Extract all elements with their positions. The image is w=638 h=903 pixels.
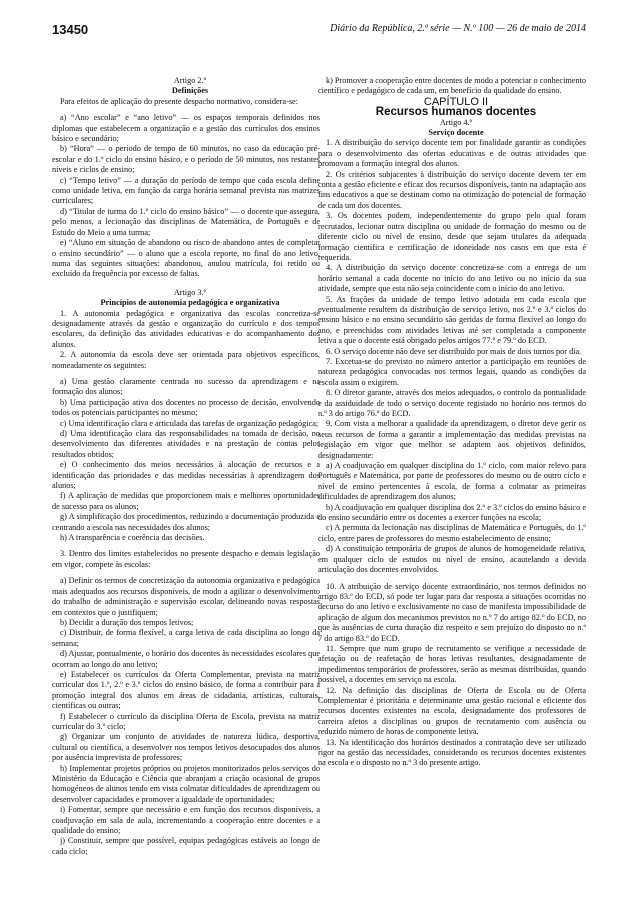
list-item: f) A aplicação de medidas que proporcionem mais e melhores oportunidades de sucesso para os alunos; xyxy=(52,491,320,511)
paragraph: 12. Na definição das disciplinas de Oferta de Escola ou de Oferta Complementar é prioritária e determinante uma gestão racional e eficiente dos recursos docentes existentes na escola, designadamente dos professores de carreira afetos a disciplinas ou grupos de recrutamento com ausência ou reduzido número de horas de componente letiva. xyxy=(318,685,586,737)
article-4-label: Artigo 4.º xyxy=(439,117,473,127)
paragraph: 4. A distribuição do serviço docente concretiza-se com a entrega de um horário semanal a cada docente no início do ano letivo ou no início da sua atividade, sempre que esta não seja coincidente com o início do ano letivo. xyxy=(318,263,586,294)
paragraph: 5. As frações da unidade de tempo letivo adotada em cada escola que eventualmente resultem da distribuição de serviço letivo, nos 2.º e 3.º ciclos do ensino básico e no ensino secundário são geridas de forma flexível ao longo do ano, e preenchidas com atividades letivas até ser completada a componente letiva a que o docente está obrigado pelos artigos 77.º e 79.º do ECD. xyxy=(318,294,586,346)
paragraph: 1. A distribuição do serviço docente tem por finalidade garantir as condições para o desenvolvimento das ofertas educativas e de outras atividades que promovam a formação integral dos alunos. xyxy=(318,138,586,169)
paragraph: 9. Com vista a melhorar a qualidade da aprendizagem, o diretor deve gerir os seus recursos de forma a garantir a implementação das medidas previstas na legislação em vigor que melhor se adaptem aos objetivos definidos, designadamente: xyxy=(318,419,586,460)
list-item: h) Implementar projetos próprios ou projetos monitorizados pelos serviços do Ministério da Educação e Ciência que abranjam a criação ocasional de grupos homogéneos de alunos tendo em vista colmatar dificuldades de aprendizagem ou desenvolver capacidades e promover a igualdade de oportunidades; xyxy=(52,763,320,804)
paragraph: 2. Os critérios subjacentes à distribuição do serviço docente devem ter em conta a gestão eficiente e eficaz dos recursos disponíveis, tanto na adaptação aos fins educativos a que se destinam como na otimização do potencial de formação de cada um dos docentes. xyxy=(318,169,586,210)
list-item: g) A simplificação dos procedimentos, reduzindo a documentação produzida e centrando a escola nas necessidades dos alunos; xyxy=(52,512,320,532)
list-item: d) Ajustar, pontualmente, o horário dos docentes às necessidades escolares que ocorram ao longo do ano letivo; xyxy=(52,649,320,669)
right-column xyxy=(318,76,586,769)
list-item: d) “Titular de turma do 1.º ciclo do ensino básico” — o docente que assegura, pelo menos, a lecionação das disciplinas de Matemática, de Português e de Estudo do Meio a uma turma; xyxy=(52,206,320,237)
list-item: c) A permuta da lecionação nas disciplinas de Matemática e Português, do 1.º ciclo, entre pares de professores do mesmo estabelecimento de ensino; xyxy=(318,523,586,543)
list-item: c) Uma identificação clara e articulada das tarefas de organização pedagógica; xyxy=(60,418,319,428)
paragraph: 7. Excetua-se do previsto no número anterior a participação em reuniões de natureza pedagógica convocadas nos termos legais, quando as condições da escola assim o exigirem. xyxy=(318,356,586,387)
paragraph: 6. O serviço docente não deve ser distribuído por mais de dois turnos por dia. xyxy=(326,346,582,356)
article-4-title: Serviço docente xyxy=(428,128,484,138)
article-3-label: Artigo 3.º xyxy=(173,287,207,297)
list-item: d) Uma identificação clara das responsabilidades na tomada de decisão, no desenvolvimento das diferentes atividades e na prestação de contas pelos resultados obtidos; xyxy=(52,429,320,459)
list-item: f) Estabelecer o currículo da disciplina Oferta de Escola, prevista na matriz curricular do 3.º ciclo; xyxy=(52,711,320,731)
running-title: Diário da República, 2.ª série — N.º 100 — 26 de maio de 2014 xyxy=(330,23,586,34)
list-item: k) Promover a cooperação entre docentes de modo a potenciar o conhecimento científico e pedagógico de cada um, em benefício da qualidade do ensino. xyxy=(318,76,586,96)
list-item: c) Distribuir, de forma flexível, a carga letiva de cada disciplina ao longo da semana; xyxy=(52,628,320,648)
page-header xyxy=(52,22,586,40)
list-item: a) “Ano escolar” e “ano letivo” — os espaços temporais definidos nos diplomas que estabelecem a organização e a gestão dos currículos dos ensinos básico e secundário; xyxy=(52,113,320,144)
list-item: h) A transparência e coerência das decisões. xyxy=(60,533,205,543)
paragraph: 11. Sempre que num grupo de recrutamento se verifique a necessidade de afetação ou de reafetação de horas letivas resultantes, designadamente de impedimentos temporários de professores, serão as mesmas distribuídas, quando possível, a docentes em serviço na escola. xyxy=(318,643,586,685)
chapter-label: CAPÍTULO II xyxy=(423,95,489,108)
list-item: e) O conhecimento dos meios necessários à alocação de recursos e a identificação das prioridades e das medidas necessárias à aprendizagem dos alunos; xyxy=(52,460,320,491)
paragraph: 8. O diretor garante, através dos meios adequados, o controlo da pontualidade e da assiduidade de todo o serviço docente registado no horário nos termos do n.º 3 do artigo 76.º do ECD. xyxy=(318,388,586,418)
paragraph: 1. A autonomia pedagógica e organizativa das escolas concretiza-se designadamente através da gestão e organização do currículo e dos tempos escolares, da definição das atividades educativas e do acompanhamento dos alunos. xyxy=(52,308,320,349)
list-item: c) “Tempo letivo” — a duração do período de tempo que cada escola define como unidade letiva, em função da carga horária semanal prevista nas matrizes curriculares; xyxy=(52,175,320,206)
list-item: a) A coadjuvação em qualquer disciplina do 1.º ciclo, com maior relevo para Português e Matemática, por parte de professores do mesmo ou de outro ciclo e nível de ensino pertencentes à escola, de forma a colmatar as primeiras dificuldades de aprendizagem dos alunos; xyxy=(318,461,586,502)
paragraph: 13. Na identificação dos horários destinados a contratação deve ser utilizado rigor na gestão das necessidades, considerando os recursos docentes existentes na escola e o disposto no n.º 3 do presente artigo. xyxy=(318,737,586,768)
left-column xyxy=(52,76,320,857)
list-item: b) A coadjuvação em qualquer disciplina dos 2.º e 3.º ciclos do ensino básico e do ensino secundário entre os docentes a exercer funções na escola; xyxy=(318,502,586,523)
paragraph: Para efeitos de aplicação do presente despacho normativo, considera-se: xyxy=(60,96,299,106)
paragraph: 3. Dentro dos limites estabelecidos no presente despacho e demais legislação em vigor, compete às escolas: xyxy=(52,549,320,569)
list-item: i) Fomentar, sempre que necessário e em função dos recursos disponíveis, a coadjuvação em sala de aula, incrementando a cooperação entre docentes e a qualidade do ensino; xyxy=(52,805,320,836)
page-number: 13450 xyxy=(52,22,89,37)
paragraph: 2. A autonomia da escola deve ser orientada para objetivos específicos, nomeadamente os seguintes: xyxy=(52,350,320,370)
article-2-label: Artigo 2.º xyxy=(173,76,207,85)
list-item: a) Definir os termos de concretização da autonomia organizativa e pedagógica mais adequados aos recursos disponíveis, de modo a agilizar o desenvolvimento do trabalho de administração e supervisão escolar, delineando novas respostas em contextos que o justifiquem; xyxy=(52,576,320,617)
paragraph: 10. A atribuição de serviço docente extraordinário, nos termos definidos no artigo 83.º do ECD, só pode ter lugar para dar resposta a situações ocorridas no decurso do ano letivo e exclusivamente no caso de manifesta impossibilidade de aplicação de algum dos mecanismos previstos no n.º 7 do artigo 82.º do ECD, no que às ausências de curta duração diz respeito e sem prejuízo do disposto no n.º 7 do artigo 83.º do ECD. xyxy=(318,581,586,643)
article-2-title: Definições xyxy=(171,86,209,96)
chapter-title: Recursos humanos docentes xyxy=(375,106,537,119)
article-3-title: Princípios de autonomia pedagógica e organizativa xyxy=(100,298,280,308)
list-item: d) A constituição temporária de grupos de alunos de homogeneidade relativa, em qualquer ciclo de estudos ou nível de ensino, acautelando a devida articulação dos docentes envolvidos. xyxy=(318,544,586,575)
list-item: e) “Aluno em situação de abandono ou risco de abandono antes de completar o ensino secundário” — o aluno que a escola reporte, no final do ano letivo, numa das seguintes situações: abandonou, anulou matrícula, foi retido ou excluído da frequência por excesso de faltas. xyxy=(52,238,320,279)
list-item: e) Estabelecer os currículos da Oferta Complementar, prevista na matriz curricular dos 1.º, 2.º e 3.º ciclos do ensino básico, de forma a contribuir para a promoção integral dos alunos em áreas de cidadania, artísticas, culturais, científicas ou outras; xyxy=(52,669,320,711)
list-item: b) Decidir a duração dos tempos letivos; xyxy=(60,617,194,627)
list-item: b) Uma participação ativa dos docentes no processo de decisão, envolvendo todos os potenciais participantes no mesmo; xyxy=(52,397,320,418)
list-item: j) Constituir, sempre que possível, equipas pedagógicas estáveis ao longo de cada ciclo; xyxy=(52,836,320,856)
list-item: a) Uma gestão claramente centrada no sucesso da aprendizagem e na formação dos alunos; xyxy=(52,376,320,397)
list-item: g) Organizar um conjunto de atividades de natureza lúdica, desportiva, cultural ou científica, a desenvolver nos tempos letivos desocupados dos alunos por ausência imprevista de professores; xyxy=(52,732,320,763)
paragraph: 3. Os docentes podem, independentemente do grupo pelo qual foram recrutados, lecionar outra disciplina ou unidade de formação do mesmo ou de diferente ciclo ou nível de ensino, desde que sejam titulares da adequada formação científica e certificação de idoneidade nos casos em que esta é requerida. xyxy=(318,211,586,262)
list-item: b) “Hora” — o período de tempo de 60 minutos, no caso da educação pré-escolar e do 1.º ciclo do ensino básico, e o período de 50 minutos, nos restantes níveis e ciclos de ensino; xyxy=(52,144,320,175)
